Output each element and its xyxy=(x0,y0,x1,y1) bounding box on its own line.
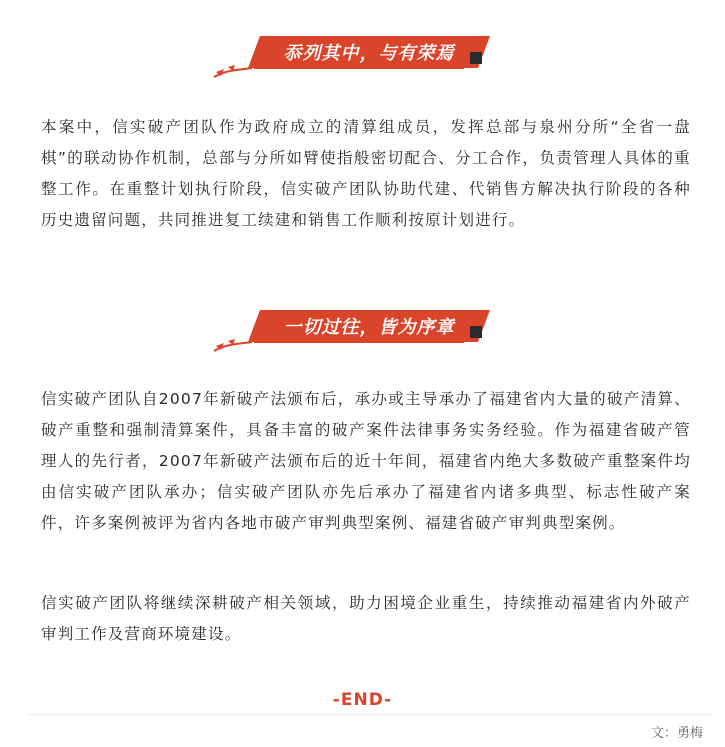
section-heading: 一切过往，皆为序章 xyxy=(283,317,455,338)
paragraph: 信实破产团队自2007年新破产法颁布后，承办或主导承办了福建省内大量的破产清算、破产重整和强制清算案件，具备丰富的破产案件法律事务实务经验。作为福建省破产管理人的先行者，2007年新破产法颁布后的近十年间，福建省内绝大多数破产重整案件均由信实破产团队承办；信实破产团队亦先后承办了福建省内诸多典型、标志性破产案件，许多案例被评为省内各地市破产审判典型案例、福建省破产审判典型案例。 xyxy=(41,390,691,532)
paragraph: 信实破产团队将继续深耕破产相关领域，助力困境企业重生，持续推动福建省内外破产审判工作及营商环境建设。 xyxy=(41,594,691,643)
paragraph: 本案中，信实破产团队作为政府成立的清算组成员，发挥总部与泉州分所“全省一盘棋”的联动协作机制，总部与分所如臂使指般密切配合、分工合作，负责管理人具体的重整工作。在重整计划执行阶段，信实破产团队协助代建、代销售方解决执行阶段的各种历史遗留问题，共同推进复工续建和销售工作顺利按原计划进行。 xyxy=(41,118,691,229)
end-mark: -END- xyxy=(332,690,393,710)
section-heading: 忝列其中，与有荣焉 xyxy=(283,43,455,64)
section-banner-2 xyxy=(212,308,502,366)
author-credit: 文：勇梅 xyxy=(650,726,703,741)
footer-divider xyxy=(28,714,714,715)
section-banner-1 xyxy=(212,34,502,92)
